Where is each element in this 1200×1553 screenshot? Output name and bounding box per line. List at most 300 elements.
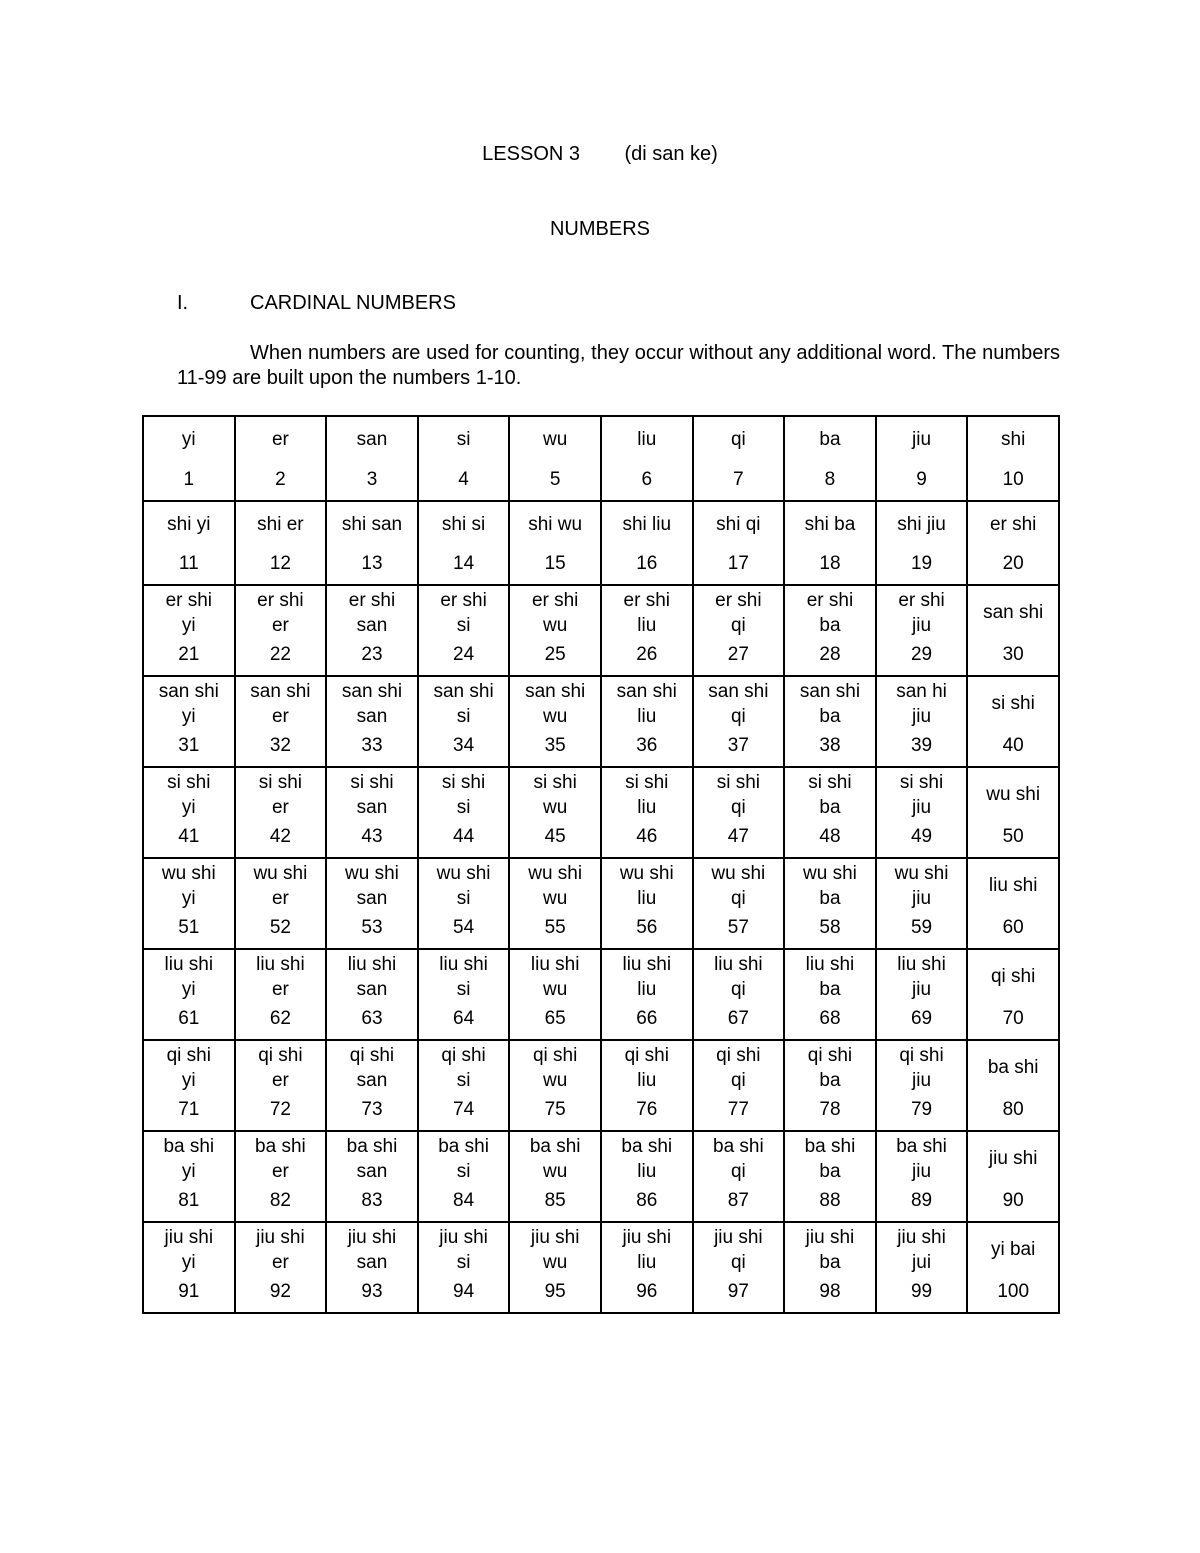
number-cell [601,501,693,585]
numeral: 46 [636,826,658,847]
pinyin-word: ba shi [621,1136,673,1157]
pinyin-word: ba shi [438,1136,489,1157]
pinyin-word-suffix: wu [543,706,568,727]
numeral: 34 [453,735,475,756]
number-cell [693,585,785,676]
numeral: 45 [544,826,566,847]
pinyin-word: si shi [899,772,944,793]
numeral: 31 [178,735,200,756]
pinyin-word-suffix: jiu [912,615,932,636]
number-cell [784,1040,876,1131]
numeral: 15 [544,553,566,574]
pinyin-word: er shi [806,590,854,611]
numeral: 79 [910,1099,933,1120]
pinyin-word: shi er [257,514,304,535]
pinyin-word-suffix: yi [181,1161,196,1182]
numbers-table [142,415,1060,1314]
pinyin-word: shi san [341,514,403,535]
numeral: 21 [178,644,200,665]
pinyin-word-suffix: san [356,1161,388,1182]
pinyin-word: ba shi [713,1136,764,1157]
pinyin-word: liu shi [622,954,672,975]
pinyin-word-suffix: san [356,888,388,909]
number-cell [693,767,785,858]
pinyin-word-suffix: yi [181,1070,196,1091]
pinyin-word: jiu shi [714,1227,763,1248]
number-cell [143,676,235,767]
pinyin-word: jiu shi [439,1227,488,1248]
numeral: 96 [636,1281,658,1302]
numeral: 71 [178,1099,200,1120]
number-cell [509,858,601,949]
number-cell [143,416,235,501]
number-cell [967,501,1059,585]
pinyin-word-suffix: wu [543,1161,568,1182]
pinyin-word: er shi [623,590,670,611]
numeral: 44 [453,826,475,847]
pinyin-word-suffix: liu [637,979,657,1000]
pinyin-word: er shi [989,514,1037,535]
numeral: 39 [910,735,933,756]
numeral: 90 [1002,1190,1024,1211]
numeral: 16 [636,553,658,574]
numeral: 100 [997,1281,1030,1302]
pinyin-word-suffix: yi [181,706,196,727]
pinyin-word: jiu shi [805,1227,855,1248]
number-cell [876,767,968,858]
pinyin-word: jiu shi [530,1227,580,1248]
table-row [143,585,1059,676]
pinyin-word: jiu shi [164,1227,214,1248]
pinyin-word: jiu shi [622,1227,672,1248]
pinyin-word: shi si [441,514,486,535]
pinyin-word: san shi [341,681,403,702]
table-row [143,501,1059,585]
pinyin-word: liu [637,429,657,450]
numeral: 97 [727,1281,749,1302]
numeral: 50 [1002,826,1024,847]
pinyin-word-suffix: yi [181,797,196,818]
numeral: 61 [178,1008,200,1029]
number-cell [967,676,1059,767]
numeral: 68 [819,1008,841,1029]
number-cell [601,585,693,676]
pinyin-word-suffix: qi [730,706,746,727]
number-cell [967,585,1059,676]
number-cell [509,767,601,858]
pinyin-word-suffix: ba [819,797,841,818]
number-cell [509,1222,601,1313]
numeral: 5 [549,469,561,490]
pinyin-word-suffix: san [356,1252,388,1273]
numeral: 85 [544,1190,566,1211]
numeral: 10 [1002,469,1024,490]
pinyin-word-suffix: er [271,1161,289,1182]
pinyin-word: shi jiu [897,514,946,535]
pinyin-word: ba [819,429,841,450]
number-cell [418,1040,510,1131]
pinyin-word: wu shi [619,863,674,884]
number-cell [326,1040,418,1131]
pinyin-word: qi shi [258,1045,303,1066]
pinyin-word: san [356,429,388,450]
number-cell [418,1131,510,1222]
numeral: 18 [819,553,841,574]
table-row [143,949,1059,1040]
lesson-title: LESSON 3 (di san ke) [482,143,718,165]
numeral: 82 [269,1190,291,1211]
pinyin-word: er shi [531,590,579,611]
pinyin-word: si shi [808,772,852,793]
pinyin-word: san shi [616,681,677,702]
pinyin-word: si shi [625,772,669,793]
numeral: 49 [910,826,933,847]
pinyin-word: er shi [440,590,487,611]
table-row [143,416,1059,501]
numeral: 3 [366,469,378,490]
numeral: 80 [1002,1099,1024,1120]
numeral: 55 [544,917,566,938]
numeral: 53 [361,917,383,938]
numeral: 24 [453,644,475,665]
number-cell [418,767,510,858]
section-title: CARDINAL NUMBERS [250,292,456,314]
page-subtitle: NUMBERS [549,218,650,240]
numeral: 33 [361,735,383,756]
number-cell [509,1040,601,1131]
number-cell [235,1222,327,1313]
numeral: 69 [910,1008,933,1029]
pinyin-word-suffix: wu [543,797,568,818]
pinyin-word: liu shi [347,954,397,975]
pinyin-word-suffix: er [271,979,289,1000]
numeral: 75 [544,1099,566,1120]
numeral: 40 [1002,735,1024,756]
numeral: 74 [453,1099,475,1120]
pinyin-word: wu shi [986,784,1041,805]
numeral: 57 [727,917,749,938]
pinyin-word: si shi [167,772,211,793]
numeral: 98 [819,1281,841,1302]
pinyin-word: ba shi [804,1136,856,1157]
number-cell [326,1222,418,1313]
pinyin-word: san shi [799,681,861,702]
number-cell [418,416,510,501]
pinyin-word-suffix: ba [819,706,841,727]
pinyin-word: qi shi [532,1045,578,1066]
numeral: 93 [361,1281,383,1302]
number-cell [143,949,235,1040]
table-row [143,767,1059,858]
number-cell [509,585,601,676]
pinyin-word-suffix: yi [181,615,196,636]
pinyin-word-suffix: san [356,706,388,727]
table-row [143,1040,1059,1131]
number-cell [601,858,693,949]
number-cell [784,501,876,585]
pinyin-word: si [456,429,471,450]
number-cell [509,676,601,767]
pinyin-word: si shi [533,772,577,793]
number-cell [693,1040,785,1131]
number-cell [326,585,418,676]
table-row [143,1222,1059,1313]
pinyin-word: jiu [912,429,932,450]
pinyin-word: qi shi [807,1045,853,1066]
pinyin-word-suffix: er [271,615,289,636]
pinyin-word: san shi [158,681,219,702]
pinyin-word: wu shi [711,863,766,884]
numeral: 42 [269,826,291,847]
number-cell [693,501,785,585]
numeral: 19 [910,553,933,574]
numeral: 32 [269,735,291,756]
numeral: 67 [727,1008,749,1029]
numeral: 81 [178,1190,200,1211]
number-cell [509,501,601,585]
number-cell [509,949,601,1040]
number-cell [235,676,327,767]
numeral: 64 [453,1008,475,1029]
numeral: 11 [178,553,199,574]
pinyin-word: si shi [441,772,486,793]
pinyin-word: qi shi [899,1045,944,1066]
numeral: 23 [361,644,383,665]
numeral: 35 [544,735,566,756]
pinyin-word-suffix: ba [819,979,841,1000]
pinyin-word-suffix: ba [819,1252,841,1273]
number-cell [601,1040,693,1131]
pinyin-word: er shi [898,590,945,611]
pinyin-word-suffix: liu [637,1070,657,1091]
pinyin-word: shi wu [528,514,583,535]
number-cell [143,858,235,949]
number-cell [967,1040,1059,1131]
pinyin-word-suffix: wu [543,888,568,909]
numeral: 73 [361,1099,383,1120]
numeral: 77 [727,1099,749,1120]
pinyin-word: jiu shi [897,1227,946,1248]
numeral: 72 [269,1099,291,1120]
numeral: 38 [819,735,841,756]
number-cell [235,858,327,949]
pinyin-word: yi bai [990,1239,1036,1260]
numeral: 59 [910,917,933,938]
pinyin-word-suffix: si [456,1070,471,1091]
numeral: 9 [916,469,927,490]
pinyin-word-suffix: liu [637,797,657,818]
intro-paragraph [177,341,1060,391]
pinyin-word-suffix: er [271,706,289,727]
numeral: 7 [733,469,744,490]
number-cell [326,1131,418,1222]
pinyin-word: jiu shi [256,1227,305,1248]
number-cell [784,1131,876,1222]
number-cell [418,585,510,676]
pinyin-word: shi [1001,429,1026,450]
pinyin-word-suffix: jiu [912,797,932,818]
pinyin-word: qi shi [349,1045,395,1066]
pinyin-word: ba shi [529,1136,581,1157]
numeral: 60 [1002,917,1024,938]
numeral: 36 [636,735,658,756]
pinyin-word-suffix: er [271,797,289,818]
numeral: 87 [727,1190,749,1211]
numeral: 37 [727,735,749,756]
pinyin-word-suffix: qi [730,1252,746,1273]
numeral: 1 [183,469,195,490]
number-cell [601,1222,693,1313]
pinyin-word: qi shi [166,1045,211,1066]
pinyin-word: si shi [716,772,760,793]
numeral: 22 [269,644,291,665]
numeral: 27 [727,644,749,665]
pinyin-word-suffix: qi [730,615,746,636]
number-cell [876,949,968,1040]
pinyin-word-suffix: jui [912,1252,932,1273]
pinyin-word: ba shi [163,1136,215,1157]
pinyin-word: ba shi [346,1136,398,1157]
pinyin-word-suffix: san [356,797,388,818]
number-cell [326,767,418,858]
section-number: I. [177,292,189,314]
pinyin-word-suffix: si [456,797,471,818]
number-cell [143,501,235,585]
pinyin-word: er shi [348,590,396,611]
pinyin-word-suffix: er [271,1252,289,1273]
number-cell [326,416,418,501]
pinyin-word: liu shi [988,875,1038,896]
number-cell [326,858,418,949]
number-cell [235,767,327,858]
numeral: 70 [1002,1008,1024,1029]
pinyin-word: jiu shi [347,1227,397,1248]
number-cell [693,676,785,767]
pinyin-word-suffix: liu [637,706,657,727]
numeral: 48 [819,826,841,847]
numeral: 26 [636,644,658,665]
pinyin-word: shi qi [716,514,761,535]
pinyin-word: liu shi [897,954,946,975]
pinyin-word: er shi [257,590,304,611]
number-cell [876,1222,968,1313]
pinyin-word-suffix: wu [543,979,568,1000]
pinyin-word-suffix: san [356,1070,388,1091]
number-cell [876,1040,968,1131]
pinyin-word: qi shi [624,1045,669,1066]
pinyin-word-suffix: liu [637,888,657,909]
number-cell [143,585,235,676]
number-cell [693,949,785,1040]
pinyin-word-suffix: qi [730,888,746,909]
number-cell [509,1131,601,1222]
pinyin-word: wu shi [436,863,491,884]
number-cell [784,949,876,1040]
numeral: 86 [636,1190,658,1211]
number-cell [967,1222,1059,1313]
pinyin-word-suffix: san [356,615,388,636]
pinyin-word: si shi [991,693,1035,714]
pinyin-word: yi [181,429,196,450]
numeral: 28 [819,644,841,665]
number-cell [693,858,785,949]
pinyin-word: ba shi [255,1136,306,1157]
number-cell [235,1040,327,1131]
pinyin-word-suffix: wu [543,1070,568,1091]
pinyin-word-suffix: ba [819,1070,841,1091]
numeral: 78 [819,1099,841,1120]
numeral: 25 [544,644,566,665]
number-cell [784,416,876,501]
numeral: 56 [636,917,658,938]
pinyin-word: er [271,429,289,450]
pinyin-word: qi [730,429,746,450]
pinyin-word-suffix: qi [730,979,746,1000]
number-cell [601,1131,693,1222]
pinyin-word: wu shi [161,863,216,884]
pinyin-word-suffix: yi [181,979,196,1000]
number-cell [784,1222,876,1313]
pinyin-word: wu [543,429,568,450]
pinyin-word: wu shi [345,863,399,884]
numeral: 4 [458,469,469,490]
numeral: 14 [453,553,475,574]
number-cell [418,676,510,767]
pinyin-word-suffix: liu [637,1252,657,1273]
numeral: 54 [453,917,475,938]
numeral: 47 [727,826,749,847]
pinyin-word: san shi [708,681,769,702]
numeral: 58 [819,917,841,938]
number-cell [235,1131,327,1222]
pinyin-word: san shi [983,602,1044,623]
numeral: 94 [453,1281,475,1302]
numeral: 88 [819,1190,841,1211]
number-cell [143,1131,235,1222]
pinyin-word: san hi [896,681,947,702]
number-cell [418,1222,510,1313]
number-cell [326,501,418,585]
numeral: 51 [178,917,200,938]
numeral: 13 [361,553,383,574]
pinyin-word-suffix: wu [543,615,568,636]
pinyin-word-suffix: si [456,1161,471,1182]
pinyin-word-suffix: si [456,1252,471,1273]
pinyin-word-suffix: ba [819,615,841,636]
numeral: 6 [641,469,653,490]
pinyin-word: er shi [165,590,213,611]
numeral: 89 [910,1190,933,1211]
number-cell [418,858,510,949]
number-cell [876,501,968,585]
number-cell [601,416,693,501]
numeral: 66 [636,1008,658,1029]
numeral: 62 [269,1008,291,1029]
pinyin-word-suffix: qi [730,1161,746,1182]
pinyin-word-suffix: si [456,888,471,909]
number-cell [235,949,327,1040]
number-cell [601,767,693,858]
pinyin-word-suffix: ba [819,888,841,909]
number-cell [967,1131,1059,1222]
pinyin-word-suffix: jiu [912,706,932,727]
pinyin-word: wu shi [803,863,857,884]
pinyin-word: jiu shi [988,1148,1038,1169]
number-cell [326,676,418,767]
number-cell [876,585,968,676]
pinyin-word: shi ba [804,514,856,535]
pinyin-word-suffix: si [456,979,471,1000]
